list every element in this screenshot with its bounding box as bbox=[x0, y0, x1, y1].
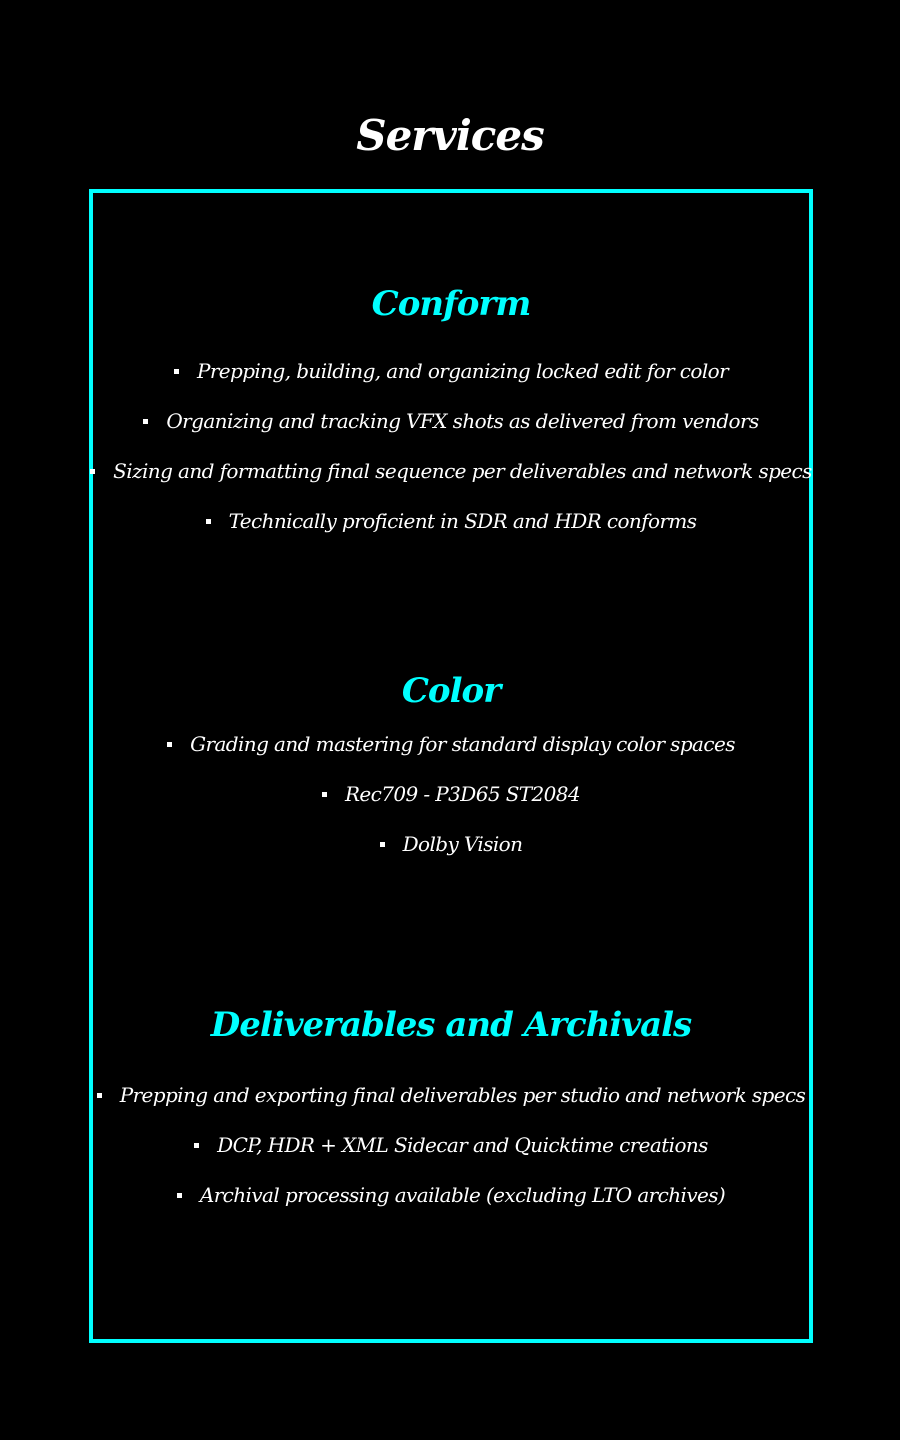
square-bullet-icon bbox=[380, 842, 385, 847]
deliverables-list bbox=[93, 1070, 809, 1220]
page-title: Services bbox=[356, 111, 544, 161]
list-item bbox=[93, 1070, 809, 1120]
list-item-text: Sizing and formatting final sequence per deliverables and network specs bbox=[113, 459, 812, 483]
color-section bbox=[93, 671, 809, 869]
square-bullet-icon bbox=[97, 1093, 102, 1098]
conform-section bbox=[93, 284, 812, 546]
list-item-text: Prepping, building, and organizing locked edit for color bbox=[196, 359, 729, 383]
list-item-text: Grading and mastering for standard display color spaces bbox=[190, 732, 735, 756]
list-item-text: Technically proficient in SDR and HDR conforms bbox=[228, 509, 697, 533]
list-item bbox=[93, 1170, 809, 1220]
list-item bbox=[93, 446, 812, 496]
deliverables-section bbox=[93, 1005, 809, 1220]
square-bullet-icon bbox=[194, 1143, 199, 1148]
list-item bbox=[93, 769, 809, 819]
square-bullet-icon bbox=[174, 369, 179, 374]
color-heading: Color bbox=[401, 671, 501, 711]
list-item bbox=[93, 1120, 809, 1170]
services-panel bbox=[89, 189, 813, 1343]
list-item-text: DCP, HDR + XML Sidecar and Quicktime creations bbox=[217, 1133, 708, 1157]
square-bullet-icon bbox=[90, 469, 95, 474]
square-bullet-icon bbox=[177, 1193, 182, 1198]
square-bullet-icon bbox=[143, 419, 148, 424]
list-item-text: Organizing and tracking VFX shots as delivered from vendors bbox=[166, 409, 759, 433]
list-item bbox=[93, 719, 809, 769]
square-bullet-icon bbox=[206, 519, 211, 524]
list-item-text: Archival processing available (excluding LTO archives) bbox=[199, 1183, 726, 1207]
list-item bbox=[93, 496, 809, 546]
square-bullet-icon bbox=[167, 742, 172, 747]
color-list bbox=[93, 719, 809, 869]
conform-heading: Conform bbox=[371, 284, 531, 324]
deliverables-heading: Deliverables and Archivals bbox=[210, 1005, 692, 1045]
conform-list bbox=[93, 346, 812, 546]
list-item-text: Rec709 - P3D65 ST2084 bbox=[344, 782, 581, 806]
square-bullet-icon bbox=[322, 792, 327, 797]
list-item-text: Dolby Vision bbox=[402, 832, 523, 856]
list-item-text: Prepping and exporting final deliverables per studio and network specs bbox=[119, 1083, 806, 1107]
list-item bbox=[93, 346, 809, 396]
list-item bbox=[93, 396, 809, 446]
list-item bbox=[93, 819, 809, 869]
